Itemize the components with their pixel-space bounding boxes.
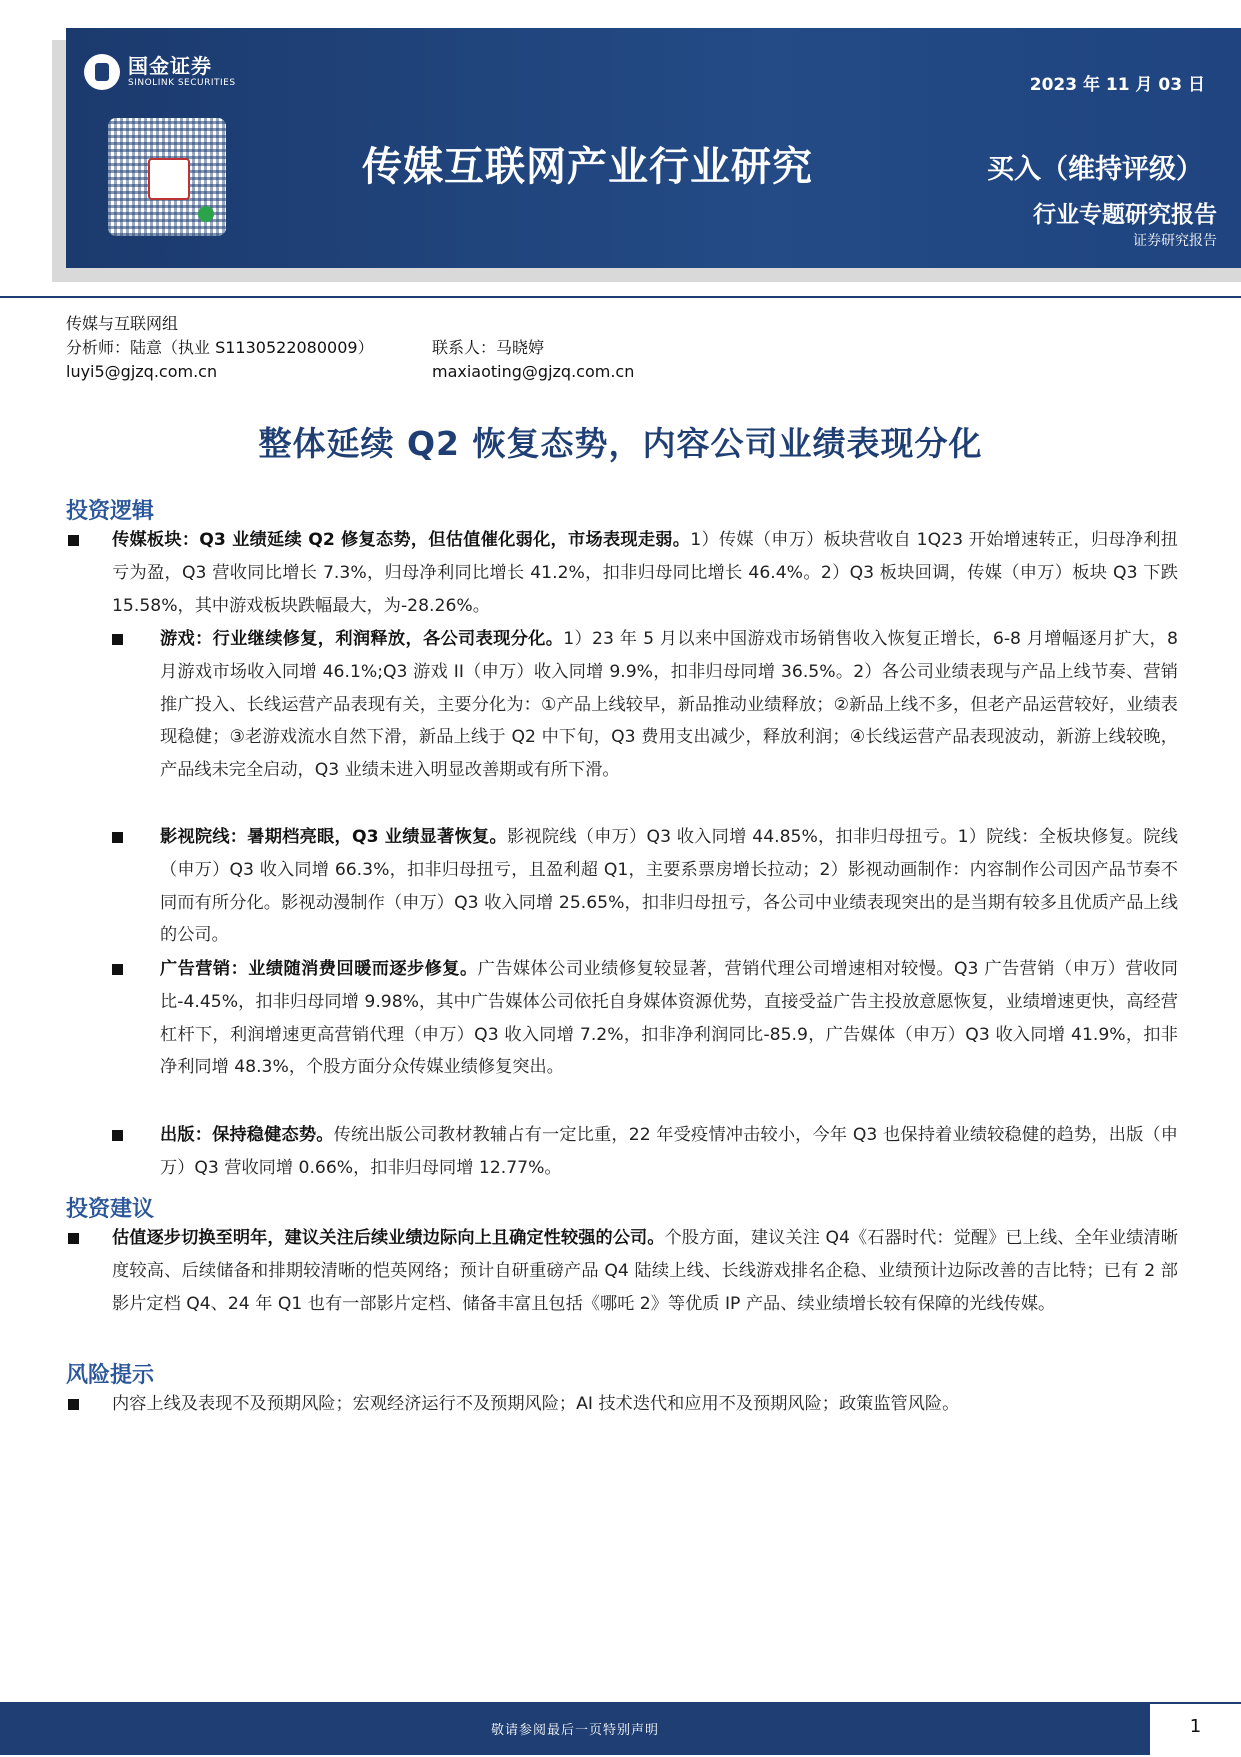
headline: 整体延续 Q2 恢复态势，内容公司业绩表现分化 [258, 424, 983, 463]
header-divider [0, 296, 1241, 298]
bullet-icon [112, 1130, 123, 1141]
report-type: 行业专题研究报告 [1033, 202, 1217, 228]
mini-program-icon [198, 206, 214, 222]
paragraph-film-lead: 影视院线：暑期档亮眼，Q3 业绩显著恢复。 [160, 827, 507, 847]
report-date: 2023 年 11 月 03 日 [1029, 75, 1205, 95]
paragraph-advice [112, 1222, 1178, 1320]
section-title-advice: 投资建议 [66, 1197, 155, 1222]
section-title-risk: 风险提示 [66, 1363, 155, 1388]
paragraph-risk: 内容上线及表现不及预期风险；宏观经济运行不及预期风险；AI 技术迭代和应用不及预期风险；政策监管风险。 [112, 1394, 960, 1414]
bullet-icon [68, 1233, 79, 1244]
paragraph-publishing-body: 传统出版公司教材教辅占有一定比重，22 年受疫情冲击较小，今年 Q3 也保持着业绩较稳健的趋势，出版（申万）Q3 营收同增 0.66%，扣非归母同增 12.77%。 [160, 1125, 1178, 1178]
paragraph-media-lead: 传媒板块：Q3 业绩延续 Q2 修复态势，但估值催化弱化，市场表现走弱。 [112, 530, 691, 550]
paragraph-media-body: 1）传媒（申万）板块营收自 1Q23 开始增速转正，归母净利扭亏为盈，Q3 营收同比增长 7.3%，归母净利同比增长 41.2%，扣非归母同比增长 46.4%。2）Q3 板块回调，传媒（申万）板块 Q3 下跌 15.58%，其中游戏板块跌幅最大，为-28.26%。 [112, 530, 1178, 616]
qr-code-icon [108, 118, 226, 236]
bullet-icon [112, 832, 123, 843]
paragraph-advice-lead: 估值逐步切换至明年，建议关注后续业绩边际向上且确定性较强的公司。 [112, 1228, 665, 1248]
contact-line: 联系人：马晓婷 [432, 338, 545, 357]
paragraph-games-lead: 游戏：行业继续修复，利润释放，各公司表现分化。 [160, 629, 564, 649]
paragraph-publishing-lead: 出版：保持稳健态势。 [160, 1125, 334, 1145]
paragraph-film [160, 821, 1178, 952]
paragraph-games [160, 623, 1178, 787]
paragraph-publishing [160, 1119, 1178, 1185]
paragraph-media [112, 524, 1178, 622]
logo-en: SINOLINK SECURITIES [128, 78, 236, 88]
sinolink-logo [84, 54, 236, 90]
bullet-icon [68, 1399, 79, 1410]
logo-cn: 国金证券 [128, 54, 212, 78]
bullet-icon [68, 535, 79, 546]
analyst-line: 分析师：陆意（执业 S1130522080009） [66, 338, 374, 357]
contact-email[interactable]: maxiaoting@gjzq.com.cn [432, 362, 635, 381]
section-title-logic: 投资逻辑 [66, 499, 155, 524]
report-title: 传媒互联网产业行业研究 [362, 144, 813, 190]
paragraph-advice-body: 个股方面，建议关注 Q4《石器时代：觉醒》已上线、全年业绩清晰度较高、后续储备和排期较清晰的恺英网络；预计自研重磅产品 Q4 陆续上线、长线游戏排名企稳、业绩预计边际改善的吉比特；已有 2 部影片定档 Q4、24 年 Q1 也有一部影片定档、储备丰富且包括《哪吒 2》等优质 IP 产品、续业绩增长较有保障的光线传媒。 [112, 1228, 1178, 1314]
rating-label: 买入（维持评级） [987, 154, 1203, 185]
paragraph-film-body: 影视院线（申万）Q3 收入同增 44.85%，扣非归母扭亏。1）院线：全板块修复。院线（申万）Q3 收入同增 66.3%，扣非归母扭亏，且盈利超 Q1，主要系票房增长拉动；2）影视动画制作：内容制作公司因产品节奏不同而有所分化。影视动漫制作（申万）Q3 收入同增 25.65%，扣非归母扭亏，各公司中业绩表现突出的是当期有较多且优质产品上线的公司。 [160, 827, 1178, 946]
page-number: 1 [1189, 1716, 1202, 1737]
bullet-icon [112, 634, 123, 645]
paragraph-advertising-body: 广告媒体公司业绩修复较显著，营销代理公司增速相对较慢。Q3 广告营销（申万）营收同比-4.45%，扣非归母同增 9.98%，其中广告媒体公司依托自身媒体资源优势，直接受益广告主投放意愿恢复，业绩增速更快，高经营杠杆下，利润增速更高营销代理（申万）Q3 收入同增 7.2%，扣非净利润同比-85.9，广告媒体（申万）Q3 收入同增 41.9%，扣非净利同增 48.3%，个股方面分众传媒业绩修复突出。 [160, 959, 1178, 1078]
report-subtype: 证券研究报告 [1133, 233, 1217, 249]
paragraph-advertising [160, 953, 1178, 1084]
paragraph-advertising-lead: 广告营销：业绩随消费回暖而逐步修复。 [160, 959, 478, 979]
qr-center-logo-icon [148, 158, 190, 200]
analyst-email[interactable]: luyi5@gjzq.com.cn [66, 362, 218, 381]
logo-mark-icon [84, 54, 120, 90]
analyst-group: 传媒与互联网组 [66, 314, 179, 333]
bullet-icon [112, 964, 123, 975]
paragraph-games-body: 1）23 年 5 月以来中国游戏市场销售收入恢复正增长，6-8 月增幅逐月扩大，8 月游戏市场收入同增 46.1%;Q3 游戏 II（申万）收入同增 9.9%，扣非归母同增 36.5%。2）各公司业绩表现与产品上线节奏、营销推广投入、长线运营产品表现有关，主要分化为：①产品上线较早，新品推动业绩释放；②新品上线不多，但老产品运营较好，业绩表现稳健；③老游戏流水自然下滑，新品上线于 Q2 中下旬，Q3 费用支出减少，释放利润；④长线运营产品表现波动，新游上线较晚，产品线未完全启动，Q3 业绩未进入明显改善期或有所下滑。 [160, 629, 1178, 781]
footer-disclaimer[interactable]: 敬请参阅最后一页特别声明 [490, 1723, 659, 1738]
